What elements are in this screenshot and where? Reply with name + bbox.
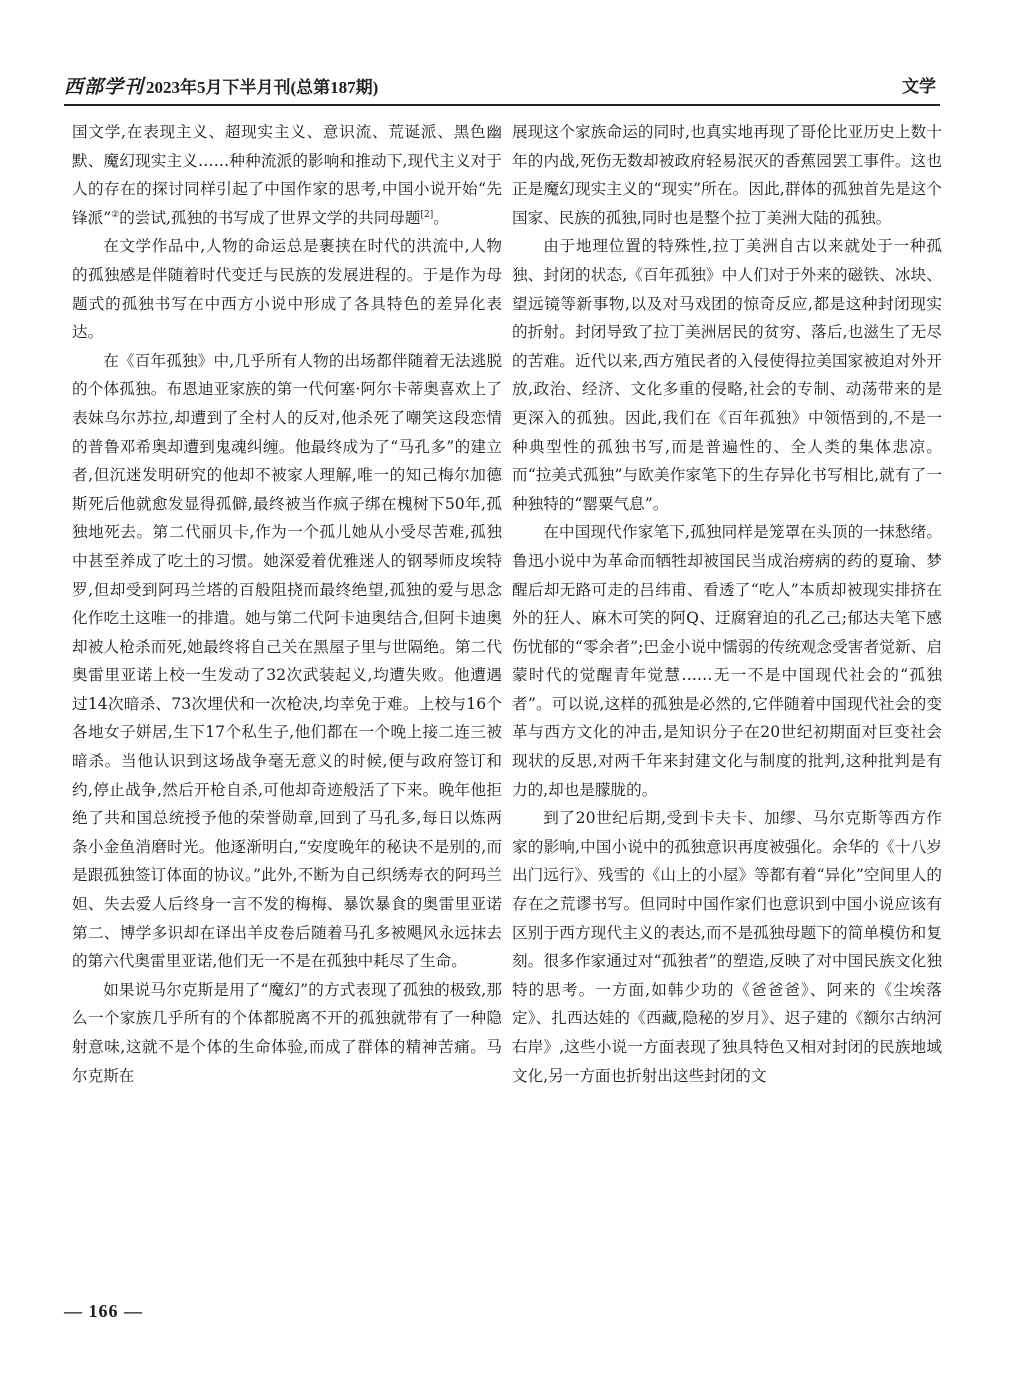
left-column — [72, 118, 502, 1090]
paragraph: 在文学作品中,人物的命运总是裹挟在时代的洪流中,人物的孤独感是伴随着时代变迁与民族的发展进程的。于是作为母题式的孤独书写在中西方小说中形成了各具特色的差异化表达。 — [72, 237, 502, 342]
footnote-marker: ② — [111, 209, 120, 220]
reference-marker: [2] — [420, 209, 434, 220]
journal-issue — [64, 72, 378, 99]
paragraph: 在《百年孤独》中,几乎所有人物的出场都伴随着无法逃脱的个体孤独。布恩迪亚家族的第一代何塞·阿尔卡蒂奥喜欢上了表妹乌尔苏拉,却遭到了全村人的反对,他杀死了嘲笑这段恋情的普鲁邓希奥却遭到鬼魂纠缠。他最终成为了“马孔多”的建立者,但沉迷发明研究的他却不被家人理解,唯一的知己梅尔加德斯死后他就愈发显得孤僻,最终被当作疯子绑在槐树下50年,孤独地死去。第二代丽贝卡,作为一个孤儿她从小受尽苦难,孤独中甚至养成了吃土的习惯。她深爱着优雅迷人的钢琴师皮埃特罗,但却受到阿玛兰塔的百般阻挠而最终绝望,孤独的爱与思念化作吃土这唯一的排遣。她与第二代阿卡迪奥结合,但阿卡迪奥却被人枪杀而死,她最终将自己关在黑屋子里与世隔绝。第二代奥雷里亚诺上校一生发动了32次武装起义,均遭失败。他遭遇过14次暗杀、73次埋伏和一次枪决,均幸免于难。上校与16个各地女子姘居,生下17个私生子,他们都在一个晚上接二连三被暗杀。当他认识到这场战争毫无意义的时候,便与政府签订和约,停止战争,然后开枪自杀,可他却奇迹般活了下来。晚年他拒绝了共和国总统授予他的荣誉勋章,回到了马孔多,每日以炼两条小金鱼消磨时光。他逐渐明白,“安度晚年的秘诀不是别的,而是跟孤独签订体面的协议。”此外,不断为自己织绣寿衣的阿玛兰妲、失去爱人后终身一言不发的梅梅、暴饮暴食的奥雷里亚诺第二、博学多识却在译出羊皮卷后随着马孔多被飓风永远抹去的第六代奥雷里亚诺,他们无一不是在孤独中耗尽了生命。 — [72, 351, 502, 971]
journal-logo: 西部学刊 — [64, 77, 145, 98]
paragraph: 在中国现代作家笔下,孤独同样是笼罩在头顶的一抹愁绪。鲁迅小说中为革命而牺牲却被国民当成治痨病的药的夏瑜、梦醒后却无路可走的吕纬甫、看透了“吃人”本质却被现实排挤在外的狂人、麻木可笑的阿Q、迂腐窘迫的孔乙己;郁达夫笔下感伤忧郁的“零余者”;巴金小说中懦弱的传统观念受害者觉新、启蒙时代的觉醒青年觉慧……无一不是中国现代社会的“孤独者”。可以说,这样的孤独是必然的,它伴随着中国现代社会的变革与西方文化的冲击,是知识分子在20世纪初期面对巨变社会现状的反思,对两千年来封建文化与制度的批判,这种批判是有力的,却也是朦胧的。 — [512, 523, 942, 799]
paragraph: 如果说马尔克斯是用了“魔幻”的方式表现了孤独的极致,那么一个家族几乎所有的个体都脱离不开的孤独就带有了一种隐射意味,这就不是个体的生命体验,而成了群体的精神苦痛。马尔克斯在 — [72, 980, 502, 1085]
paragraph: 由于地理位置的特殊性,拉丁美洲自古以来就处于一种孤独、封闭的状态,《百年孤独》中人们对于外来的磁铁、冰块、望远镜等新事物,以及对马戏团的惊奇反应,都是这种封闭现实的折射。封闭导致了拉丁美洲居民的贫穷、落后,也滋生了无尽的苦难。近代以来,西方殖民者的入侵使得拉美国家被迫对外开放,政治、经济、文化多重的侵略,社会的专制、动荡带来的是更深入的孤独。因此,我们在《百年孤独》中领悟到的,不是一种典型性的孤独书写,而是普遍性的、全人类的集体悲凉。而“拉美式孤独”与欧美作家笔下的生存异化书写相比,就有了一种独特的“罂粟气息”。 — [512, 237, 942, 513]
page-number: — 166 — — [64, 1301, 143, 1321]
paragraph-text: 。 — [433, 208, 449, 227]
paragraph: 到了20世纪后期,受到卡夫卡、加缪、马尔克斯等西方作家的影响,中国小说中的孤独意识再度被强化。余华的《十八岁出门远行》、残雪的《山上的小屋》等都有着“异化”空间里人的存在之荒谬书写。但同时中国作家们也意识到中国小说应该有区别于西方现代主义的表达,而不是孤独母题下的简单模仿和复刻。很多作家通过对“孤独者”的塑造,反映了对中国民族文化独特的思考。一方面,如韩少功的《爸爸爸》、阿来的《尘埃落定》、扎西达娃的《西藏,隐秘的岁月》、迟子建的《额尔古纳河右岸》,这些小说一方面表现了独具特色又相对封闭的民族地域文化,另一方面也折射出这些封闭的文 — [512, 809, 942, 1085]
right-column — [512, 118, 942, 1090]
paragraph: 展现这个家族命运的同时,也真实地再现了哥伦比亚历史上数十年的内战,死伤无数却被政府轻易泯灭的香蕉园罢工事件。这也正是魔幻现实主义的“现实”所在。因此,群体的孤独首先是这个国家、民族的孤独,同时也是整个拉丁美洲大陆的孤独。 — [512, 123, 942, 227]
paragraph-text: 的尝试,孤独的书写成了世界文学的共同母题 — [119, 208, 421, 227]
paragraph-text: 国文学,在表现主义、超现实主义、意识流、荒诞派、黑色幽默、魔幻现实主义……种种流派的影响和推动下,现代主义对于人的存在的探讨同样引起了中国作家的思考,中国小说开始“先锋派” — [72, 123, 502, 227]
running-header — [64, 72, 940, 102]
section-label: 文学 — [902, 77, 936, 96]
issue-label: 2023年5月下半月刊(总第187期) — [146, 78, 379, 97]
header-rule — [64, 104, 940, 106]
paragraph — [72, 118, 502, 232]
